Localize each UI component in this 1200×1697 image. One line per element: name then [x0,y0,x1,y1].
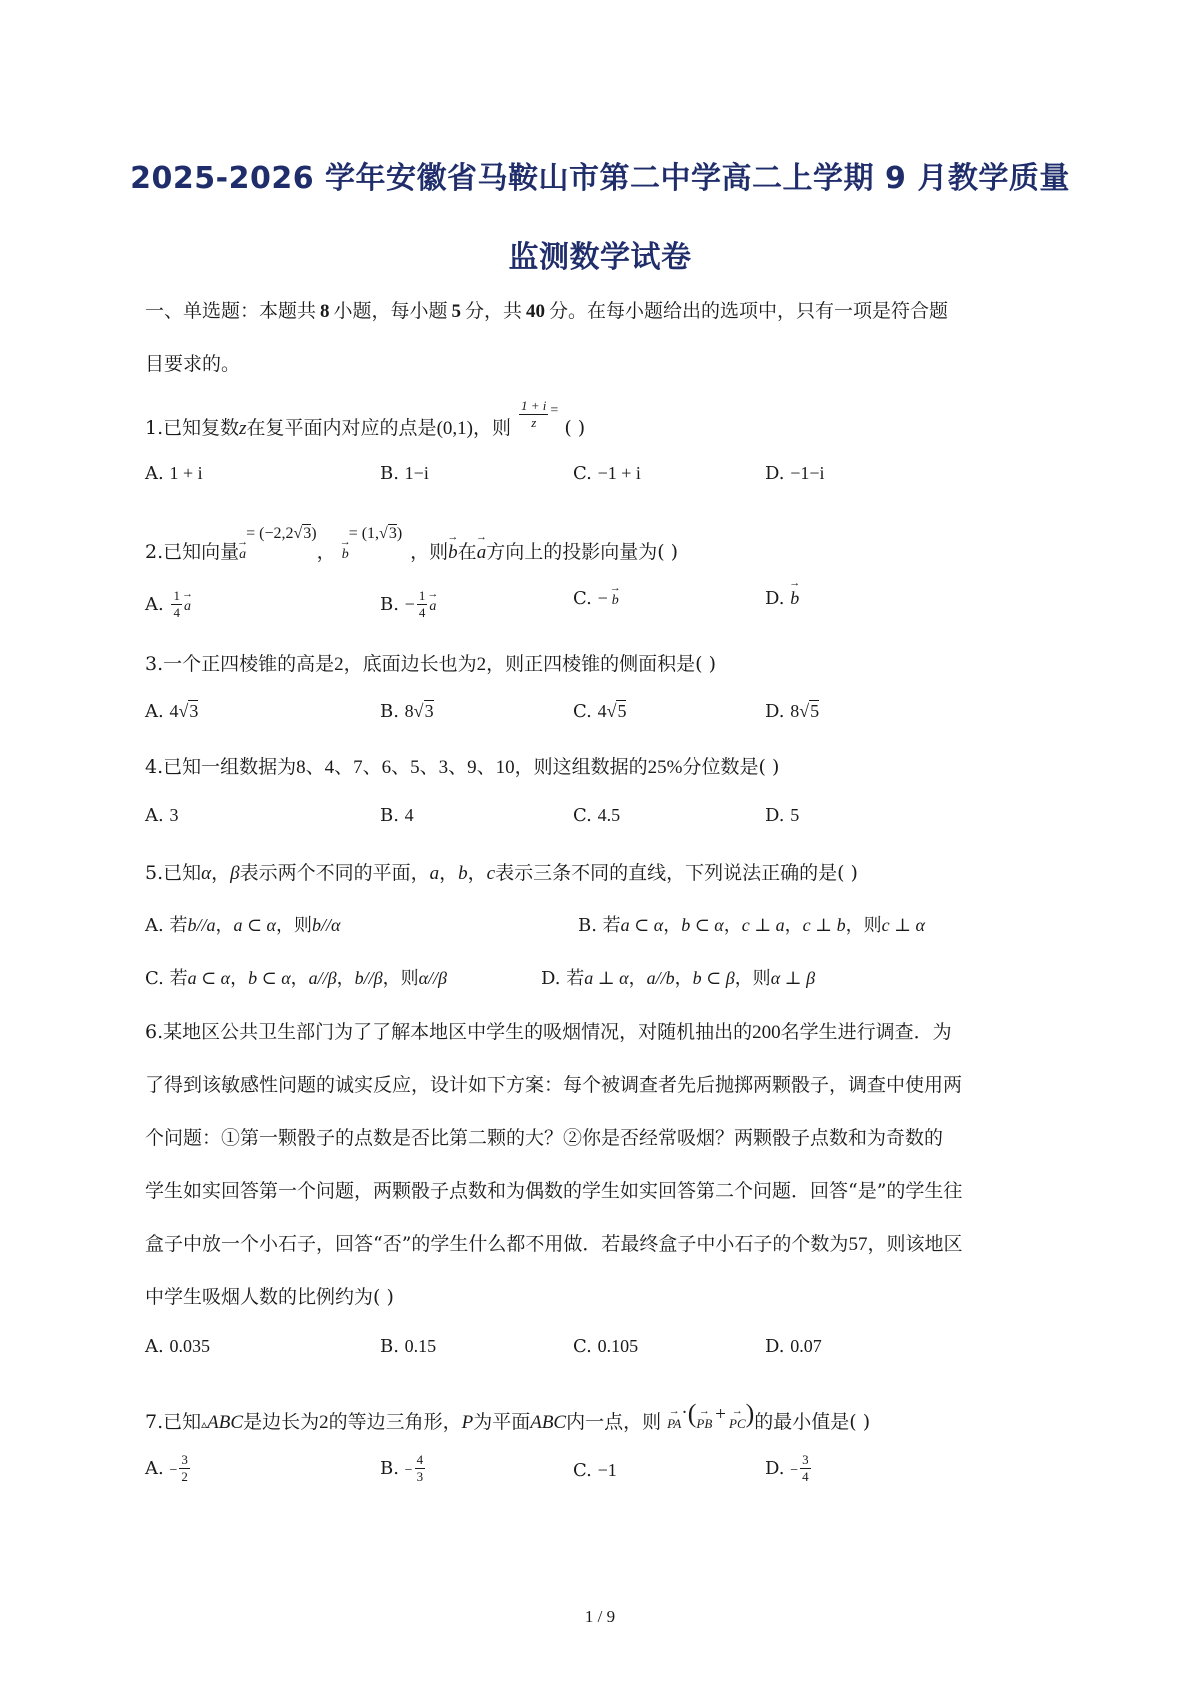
option-b[interactable]: B. − $\frac{1}{4}$ → a [380,588,436,622]
option-c[interactable]: C. 若a ⊂ α，b ⊂ α，a//β，b//β，则α//β [145,968,447,989]
question-5-stem: 5.已知α，β表示两个不同的平面，a，b，c表示三条不同的直线，下列说法正确的是( ) [145,862,858,884]
question-1-stem: 1.已知复数z在复平面内对应的点是(0,1)，则 $\frac{1 + i}{z}$ =( ) [145,398,586,439]
option-c[interactable]: C. 4.5 [573,805,621,826]
question-2-stem: 2.已知向量→ $a^{= (-2,2√3)}$， → $b^{= (1,√3)}$，则→ b在→ a方向上的投影向量为( ) [145,537,678,564]
option-c[interactable]: C. 4√5 [573,701,627,722]
option-d[interactable]: D. −1−i [765,463,825,484]
option-a[interactable]: A. 1 + i [145,463,203,484]
question-6-stem-line-4: 学生如实回答第一个问题，两颗骰子点数和为偶数的学生如实回答第二个问题．回答“是”的学生往 [145,1180,963,1202]
option-b[interactable]: B. 8√3 [380,701,434,722]
question-2-options [145,588,1065,628]
option-d[interactable]: D. − $\frac{3}{4}$ [765,1452,809,1485]
option-a[interactable]: A. 若b//a，a ⊂ α，则b//α [145,915,341,936]
option-d[interactable]: D. 0.07 [765,1336,822,1357]
page-number: 1 / 9 [584,1607,616,1626]
option-d[interactable]: D. 5 [765,805,800,826]
section-header: 一、单选题：本题共 8 小题，每小题 5 分，共 40 分。在每小题给出的选项中，只有一项是符合题 [145,300,949,322]
question-6-options [145,1336,1065,1376]
option-d[interactable]: D. → b [765,588,799,609]
exam-title-line-1: 2025-2026 学年安徽省马鞍山市第二中学高二上学期 9 月教学质量 [130,161,1070,196]
option-c[interactable]: C. −→ b [573,588,619,609]
question-7-options [145,1452,1065,1492]
question-4-options [145,805,1065,845]
option-b[interactable]: B. 4 [380,805,414,826]
question-3-options [145,701,1065,741]
section-header-cont: 目要求的。 [145,353,241,375]
option-a[interactable]: A. $\frac{1}{4}$ → a [145,588,191,622]
question-6-stem-line-6: 中学生吸烟人数的比例约为( ) [145,1286,394,1308]
option-b[interactable]: B. 0.15 [380,1336,437,1357]
option-d[interactable]: D. 8√5 [765,701,820,722]
question-6-stem-line-3: 个问题：①第一颗骰子的点数是否比第二颗的大？②你是否经常吸烟？两颗骰子点数和为奇数的 [145,1127,944,1149]
option-c[interactable]: C. −1 [573,1460,617,1481]
option-c[interactable]: C. 0.105 [573,1336,639,1357]
option-d[interactable]: D. 若a ⊥ α，a//b，b ⊂ β，则α ⊥ β [541,968,816,989]
option-b[interactable]: B. 1−i [380,463,429,484]
option-b[interactable]: B. − $\frac{4}{3}$ [380,1452,424,1485]
question-6-stem-line-1: 6.某地区公共卫生部门为了了解本地区中学生的吸烟情况，对随机抽出的200名学生进行调查．为 [145,1021,952,1043]
question-3-stem: 3.一个正四棱锥的高是2，底面边长也为2，则正四棱锥的侧面积是( ) [145,653,717,675]
option-a[interactable]: A. − $\frac{3}{2}$ [145,1452,188,1485]
option-c[interactable]: C. −1 + i [573,463,641,484]
fraction: $\frac{1 + i}{z}$ [521,398,547,431]
option-a[interactable]: A. 3 [145,805,179,826]
option-a[interactable]: A. 4√3 [145,701,199,722]
question-5-options-row-1 [145,911,1065,951]
option-a[interactable]: A. 0.035 [145,1336,210,1357]
question-1-options [145,463,1065,503]
question-5-options-row-2 [145,964,1065,1004]
question-6-stem-line-5: 盒子中放一个小石子，回答“否”的学生什么都不用做．若最终盒子中小石子的个数为57，则该地区 [145,1233,963,1255]
question-4-stem: 4.已知一组数据为8、4、7、6、5、3、9、10，则这组数据的25%分位数是( ) [145,756,780,778]
question-6-stem-line-2: 了得到该敏感性问题的诚实反应，设计如下方案：每个被调查者先后抛掷两颗骰子，调查中使用两 [145,1074,963,1096]
exam-title-line-2: 监测数学试卷 [508,240,692,275]
option-b[interactable]: B. 若a ⊂ α，b ⊂ α，c ⊥ a，c ⊥ b，则c ⊥ α [578,915,925,936]
question-7-stem: 7.已知▵ABC是边长为2的等边三角形，P为平面ABC内一点，则 → PA·(→ PB +→ PC)的最小值是( ) [145,1405,870,1435]
